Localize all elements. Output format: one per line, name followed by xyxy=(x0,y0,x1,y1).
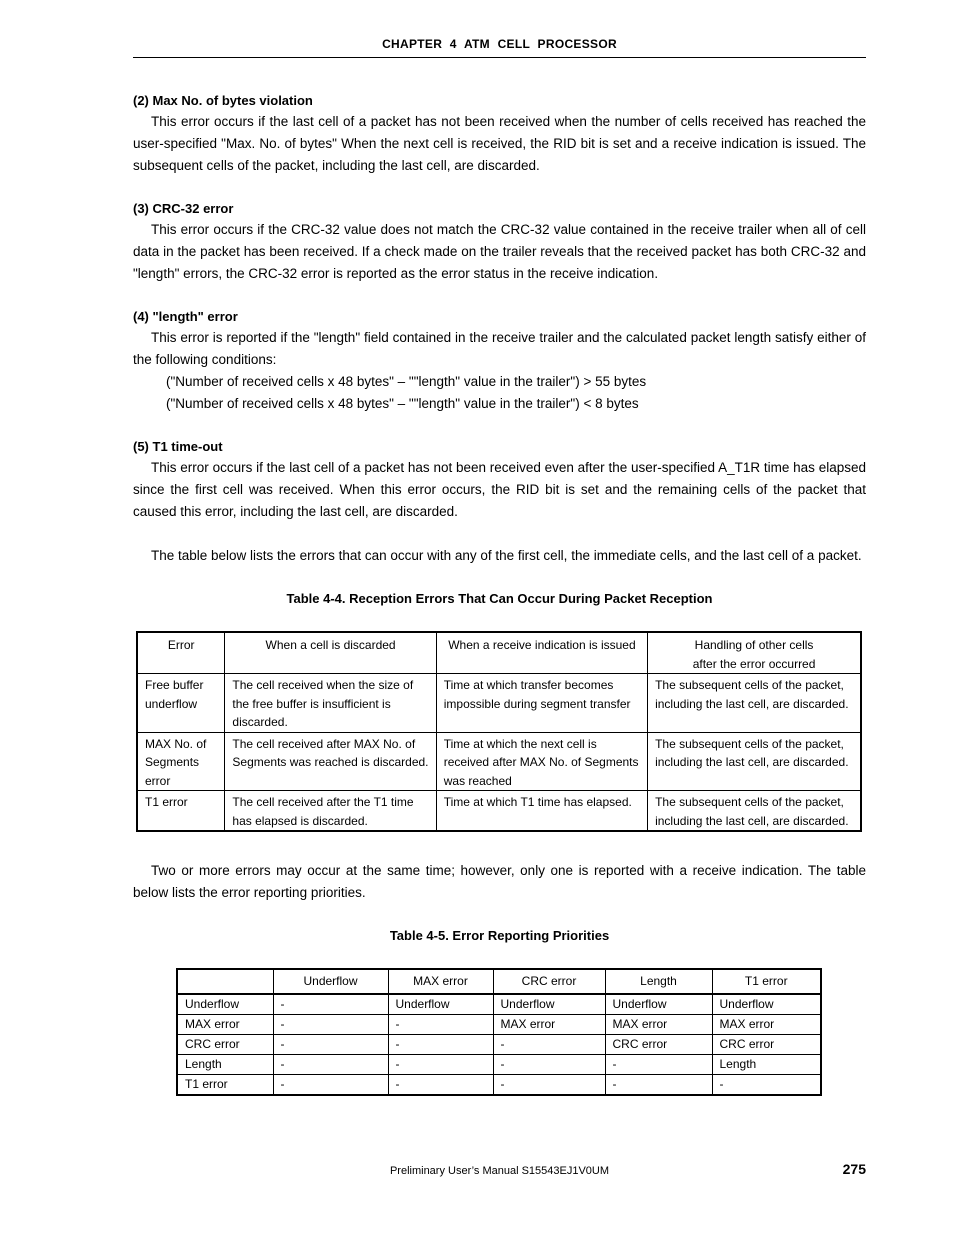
table-cell: - xyxy=(273,1075,388,1096)
section-title: (2) Max No. of bytes violation xyxy=(133,93,313,108)
table-cell: Underflow xyxy=(712,994,821,1015)
section-body: This error occurs if the last cell of a packet has not been received even after the user-specified A_T1R time has elapsed since the first cell was received. When this error occurs, the RID bit is set and the remaining cells of the packet that caused this error, including the last cell, are discarded. xyxy=(133,460,866,519)
table-cell: - xyxy=(712,1075,821,1096)
table-row xyxy=(177,1035,821,1055)
row-label: T1 error xyxy=(177,1075,273,1096)
cell-error: T1 error xyxy=(137,791,225,832)
table-cell: - xyxy=(273,1055,388,1075)
cell-handling: The subsequent cells of the packet, including the last cell, are discarded. xyxy=(648,791,861,832)
cell-error: Free buffer underflow xyxy=(137,674,225,733)
section-t1-timeout xyxy=(133,437,866,523)
priority-intro-paragraph: Two or more errors may occur at the same time; however, only one is reported with a receive indication. The table below lists the error reporting priorities. xyxy=(133,863,866,900)
table-header-row xyxy=(137,632,861,674)
section-length-error xyxy=(133,307,866,415)
column-header: Length xyxy=(605,969,712,994)
table-row xyxy=(177,1055,821,1075)
table-cell: - xyxy=(273,1015,388,1035)
table-cell: Underflow xyxy=(605,994,712,1015)
cell-indication: Time at which T1 time has elapsed. xyxy=(436,791,647,832)
table-cell: Underflow xyxy=(388,994,493,1015)
section-title: (5) T1 time-out xyxy=(133,439,223,454)
column-header xyxy=(648,632,861,674)
table-cell: - xyxy=(388,1035,493,1055)
column-header-line: Handling of other cells xyxy=(694,638,814,652)
section-crc32 xyxy=(133,199,866,285)
table-cell: - xyxy=(388,1055,493,1075)
cell-discard: The cell received after the T1 time has elapsed is discarded. xyxy=(225,791,436,832)
table-row xyxy=(137,791,861,832)
table-cell: Underflow xyxy=(493,994,605,1015)
table-cell: - xyxy=(273,1035,388,1055)
table-row xyxy=(177,1015,821,1035)
row-label: Underflow xyxy=(177,994,273,1015)
table-row xyxy=(177,1075,821,1096)
row-label: MAX error xyxy=(177,1015,273,1035)
table-cell: - xyxy=(388,1015,493,1035)
cell-handling: The subsequent cells of the packet, including the last cell, are discarded. xyxy=(648,674,861,733)
table-cell: CRC error xyxy=(712,1035,821,1055)
table-cell: MAX error xyxy=(712,1015,821,1035)
section-max-bytes xyxy=(133,91,866,177)
column-header: T1 error xyxy=(712,969,821,994)
error-priorities-table xyxy=(176,968,822,1096)
page-number: 275 xyxy=(842,1161,866,1177)
table-cell: - xyxy=(605,1055,712,1075)
column-header: Error xyxy=(137,632,225,674)
cell-indication: Time at which the next cell is received after MAX No. of Segments was reached xyxy=(436,732,647,791)
column-header: When a cell is discarded xyxy=(225,632,436,674)
header-divider xyxy=(133,57,866,58)
table-cell: Length xyxy=(712,1055,821,1075)
table-cell: - xyxy=(605,1075,712,1096)
table-row xyxy=(177,994,821,1015)
table-cell: - xyxy=(388,1075,493,1096)
table-cell: - xyxy=(493,1055,605,1075)
table-cell: CRC error xyxy=(605,1035,712,1055)
row-label: CRC error xyxy=(177,1035,273,1055)
table-cell: MAX error xyxy=(605,1015,712,1035)
chapter-header: CHAPTER 4 ATM CELL PROCESSOR xyxy=(382,37,617,51)
table-cell: - xyxy=(493,1035,605,1055)
cell-handling: The subsequent cells of the packet, including the last cell, are discarded. xyxy=(648,732,861,791)
table-4-4-title: Table 4-4. Reception Errors That Can Occur During Packet Reception xyxy=(286,591,713,606)
column-header xyxy=(177,969,273,994)
section-body: This error occurs if the CRC-32 value does not match the CRC-32 value contained in the receive trailer when all of cell data in the packet has been received. If a check made on the trailer reveals that the received packet has both CRC-32 and "length" errors, the CRC-32 error is reported as the error status in the receive indication. xyxy=(133,222,866,281)
table-cell: - xyxy=(493,1075,605,1096)
reception-errors-table xyxy=(136,631,862,832)
column-header: When a receive indication is issued xyxy=(436,632,647,674)
table-4-5-title: Table 4-5. Error Reporting Priorities xyxy=(389,928,610,943)
column-header: MAX error xyxy=(388,969,493,994)
document-id: Preliminary User’s Manual S15543EJ1V0UM xyxy=(389,1165,610,1177)
section-body: This error occurs if the last cell of a packet has not been received when the number of cells received has reached the user-specified "Max. No. of bytes" When the next cell is received, the RID bit is set and a receive indication is issued. The subsequent cells of the packet, including the last cell, are discarded. xyxy=(133,114,866,173)
cell-discard: The cell received after MAX No. of Segments was reached is discarded. xyxy=(225,732,436,791)
cell-error: MAX No. of Segments error xyxy=(137,732,225,791)
section-title: (3) CRC-32 error xyxy=(133,201,234,216)
cell-indication: Time at which transfer becomes impossible during segment transfer xyxy=(436,674,647,733)
table-row xyxy=(137,732,861,791)
row-label: Length xyxy=(177,1055,273,1075)
column-header-line: after the error occurred xyxy=(692,656,816,671)
condition-line: ("Number of received cells x 48 bytes" – ""length" value in the trailer") > 55 bytes xyxy=(166,374,647,389)
column-header: Underflow xyxy=(273,969,388,994)
table-cell: - xyxy=(273,994,388,1015)
cell-discard: The cell received when the size of the free buffer is insufficient is discarded. xyxy=(225,674,436,733)
page-content xyxy=(133,91,866,1096)
table-header-row xyxy=(177,969,821,994)
section-body: This error is reported if the "length" field contained in the receive trailer and the calculated packet length satisfy either of the following conditions: xyxy=(133,330,866,367)
column-header: CRC error xyxy=(493,969,605,994)
table-cell: MAX error xyxy=(493,1015,605,1035)
section-title: (4) "length" error xyxy=(133,309,238,324)
condition-line: ("Number of received cells x 48 bytes" – ""length" value in the trailer") < 8 bytes xyxy=(166,396,639,411)
table-intro-paragraph: The table below lists the errors that can occur with any of the first cell, the immediate cells, and the last cell of a packet. xyxy=(151,548,862,563)
table-row xyxy=(137,674,861,733)
